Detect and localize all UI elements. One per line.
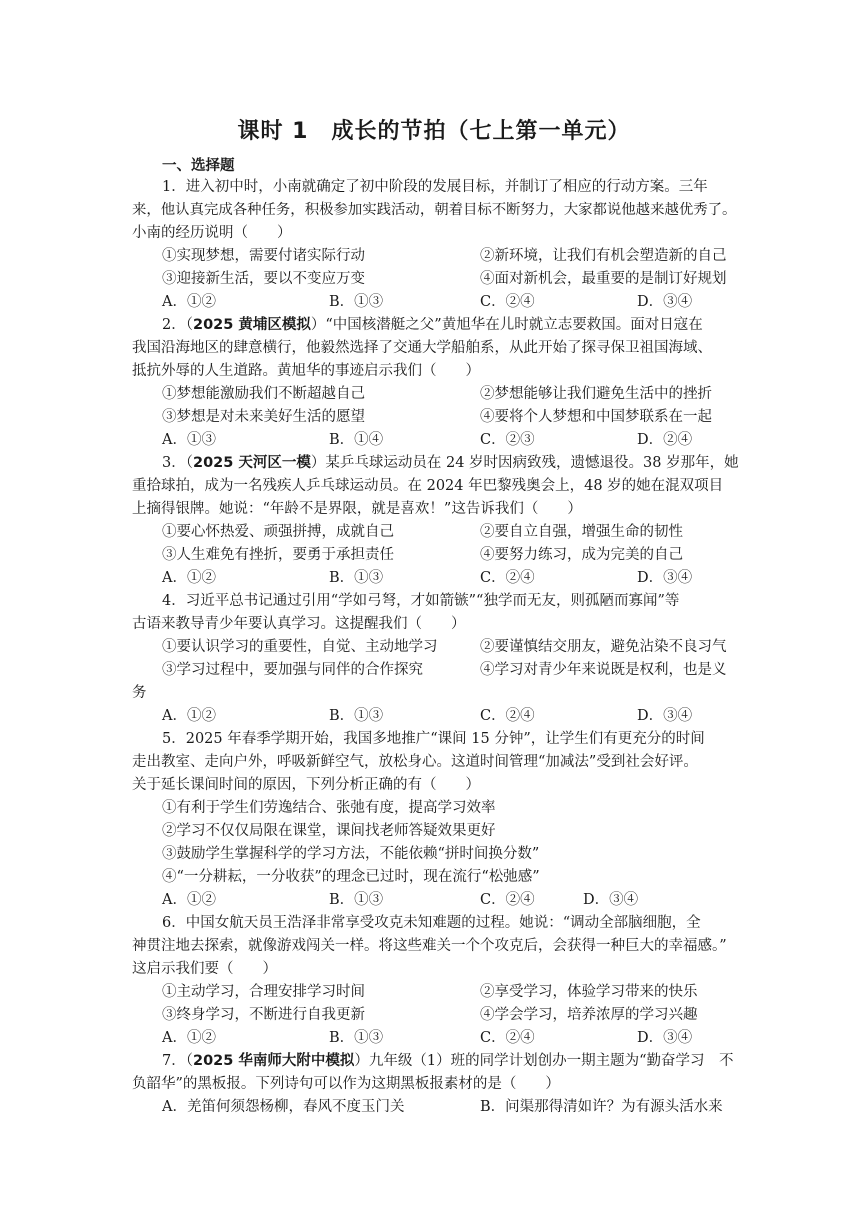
q6-option-c: C．②④ <box>480 1030 535 1046</box>
q5-statement-4: ④“一分耕耘，一分收获”的理念已过时，现在流行“松弛感” <box>162 869 540 885</box>
q3-option-d: D．③④ <box>637 570 693 586</box>
question-7-line-2: 负韶华”的黑板报。下列诗句可以作为这期黑板报素材的是（ ） <box>132 1076 560 1092</box>
q2-statement-4: ④要将个人梦想和中国梦联系在一起 <box>480 409 712 425</box>
question-7-number: 7．（ <box>162 1053 193 1069</box>
q6-statement-2: ②享受学习，体验学习带来的快乐 <box>480 984 698 1000</box>
q4-statement-2: ②要谨慎结交朋友，避免沾染不良习气 <box>480 639 727 655</box>
q2-option-c: C．②③ <box>480 432 535 448</box>
q6-statement-1: ①主动学习，合理安排学习时间 <box>162 984 365 1000</box>
question-4-line-1: 4．习近平总书记通过引用“学如弓弩，才如箭镞”“独学而无友，则孤陋而寡闻”等 <box>162 593 680 609</box>
question-6-line-3: 这启示我们要（ ） <box>132 961 277 977</box>
q1-option-a: A．①② <box>162 294 216 310</box>
q6-option-d: D．③④ <box>637 1030 693 1046</box>
q1-option-b: B．①③ <box>329 294 384 310</box>
question-2-text: ）“中国核潜艇之父”黄旭华在儿时就立志要救国。面对日寇在 <box>310 317 703 333</box>
question-3-number: 3．（ <box>162 455 193 471</box>
q5-option-c: C．②④ <box>480 892 535 908</box>
q5-statement-3: ③鼓励学生掌握科学的学习方法，不能依赖“拼时间换分数” <box>162 846 540 862</box>
q5-statement-1: ①有利于学生们劳逸结合、张弛有度，提高学习效率 <box>162 800 496 816</box>
question-7-source: 2025 华南师大附中模拟 <box>192 1053 355 1069</box>
page-title: 课时 1 成长的节拍（七上第一单元） <box>237 119 631 144</box>
q3-statement-2: ②要自立自强，增强生命的韧性 <box>480 524 683 540</box>
q4-option-c: C．②④ <box>480 708 535 724</box>
q7-option-a: A．羌笛何须怨杨柳，春风不度玉门关 <box>162 1099 405 1115</box>
q3-statement-4: ④要努力练习，成为完美的自己 <box>480 547 683 563</box>
q1-statement-3: ③迎接新生活，要以不变应万变 <box>162 271 365 287</box>
q2-statement-3: ③梦想是对未来美好生活的愿望 <box>162 409 365 425</box>
q1-statement-2: ②新环境，让我们有机会塑造新的自己 <box>480 248 727 264</box>
section-heading: 一、选择题 <box>162 158 235 174</box>
q4-option-a: A．①② <box>162 708 216 724</box>
question-1-line-3: 小南的经历说明（ ） <box>132 225 292 241</box>
question-6-line-1: 6．中国女航天员王浩泽非常享受攻克未知难题的过程。她说：“调动全部脑细胞，全 <box>162 915 701 931</box>
q5-option-a: A．①② <box>162 892 216 908</box>
q2-statement-1: ①梦想能激励我们不断超越自己 <box>162 386 365 402</box>
q4-option-b: B．①③ <box>329 708 384 724</box>
q6-statement-3: ③终身学习，不断进行自我更新 <box>162 1007 365 1023</box>
question-2-source: 2025 黄埔区模拟 <box>192 317 311 333</box>
q3-option-c: C．②④ <box>480 570 535 586</box>
q1-statement-4: ④面对新机会，最重要的是制订好规划 <box>480 271 727 287</box>
q4-statement-1: ①要认识学习的重要性，自觉、主动地学习 <box>162 639 438 655</box>
question-3-line-1 <box>162 452 740 474</box>
q5-option-d: D．③④ <box>583 892 639 908</box>
q3-option-a: A．①② <box>162 570 216 586</box>
question-2-line-3: 抵抗外辱的人生道路。黄旭华的事迹启示我们（ ） <box>132 363 480 379</box>
question-6-line-2: 神贯注地去探索，就像游戏闯关一样。将这些难关一个个攻克后，会获得一种巨大的幸福感。” <box>132 938 727 954</box>
question-2-line-1 <box>162 314 740 336</box>
question-3-line-3: 上摘得银牌。她说：“年龄不是界限，就是喜欢！”这告诉我们（ ） <box>132 501 582 517</box>
question-7-line-1 <box>162 1050 740 1072</box>
question-2-number: 2．（ <box>162 317 193 333</box>
question-3-text: ）某乒乓球运动员在 24 岁时因病致残，遗憾退役。38 岁那年，她 <box>310 455 739 471</box>
q4-option-d: D．③④ <box>637 708 693 724</box>
q4-statement-4-wrap: 务 <box>132 685 147 701</box>
question-7-text: ）九年级（1）班的同学计划创办一期主题为“勤奋学习 不 <box>354 1053 734 1069</box>
question-4-line-2: 古语来教导青少年要认真学习。这提醒我们（ ） <box>132 616 466 632</box>
q3-statement-1: ①要心怀热爱、顽强拼搏，成就自己 <box>162 524 394 540</box>
question-5-line-1: 5．2025 年春季学期开始，我国多地推广“课间 15 分钟”，让学生们有更充分的时间 <box>162 731 705 747</box>
q1-option-d: D．③④ <box>637 294 693 310</box>
q6-statement-4: ④学会学习，培养浓厚的学习兴趣 <box>480 1007 698 1023</box>
q2-option-a: A．①③ <box>162 432 216 448</box>
question-3-line-2: 重拾球拍，成为一名残疾人乒乓球运动员。在 2024 年巴黎残奥会上，48 岁的她在混双项目 <box>132 478 724 494</box>
question-1-line-1: 1．进入初中时，小南就确定了初中阶段的发展目标，并制订了相应的行动方案。三年 <box>162 179 708 195</box>
q6-option-b: B．①③ <box>329 1030 384 1046</box>
q2-option-b: B．①④ <box>329 432 384 448</box>
q6-option-a: A．①② <box>162 1030 216 1046</box>
q4-statement-4: ④学习对青少年来说既是权利，也是义 <box>480 662 727 678</box>
q5-statement-2: ②学习不仅仅局限在课堂，课间找老师答疑效果更好 <box>162 823 496 839</box>
q1-statement-1: ①实现梦想，需要付诸实际行动 <box>162 248 365 264</box>
question-3-source: 2025 天河区一模 <box>192 455 311 471</box>
q2-statement-2: ②梦想能够让我们避免生活中的挫折 <box>480 386 712 402</box>
q1-option-c: C．②④ <box>480 294 535 310</box>
question-2-line-2: 我国沿海地区的肆意横行，他毅然选择了交通大学船舶系，从此开始了探寻保卫祖国海域、 <box>132 340 712 356</box>
question-5-line-3: 关于延长课间时间的原因，下列分析正确的有（ ） <box>132 777 480 793</box>
question-5-line-2: 走出教室、走向户外，呼吸新鲜空气，放松身心。这道时间管理“加减法”受到社会好评。 <box>132 754 698 770</box>
q3-statement-3: ③人生难免有挫折，要勇于承担责任 <box>162 547 394 563</box>
q2-option-d: D．②④ <box>637 432 693 448</box>
q7-option-b: B．问渠那得清如许？为有源头活水来 <box>480 1099 723 1115</box>
q3-option-b: B．①③ <box>329 570 384 586</box>
q4-statement-3: ③学习过程中，要加强与同伴的合作探究 <box>162 662 423 678</box>
q5-option-b: B．①③ <box>329 892 384 908</box>
question-1-line-2: 来，他认真完成各种任务，积极参加实践活动，朝着目标不断努力，大家都说他越来越优秀了。 <box>132 202 737 218</box>
